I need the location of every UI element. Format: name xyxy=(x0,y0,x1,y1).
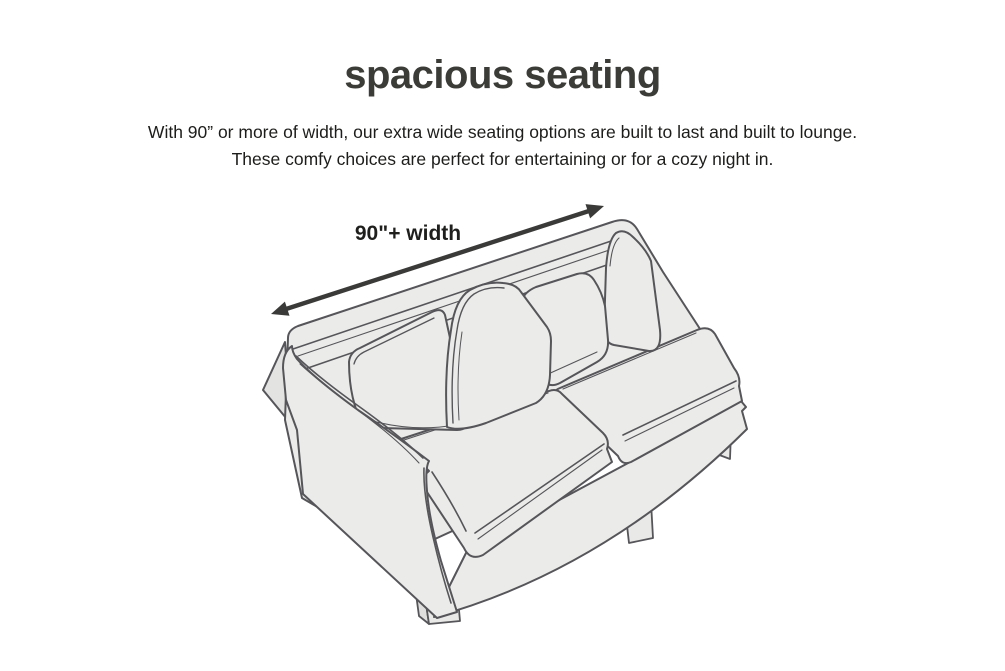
dimension-arrow-head-right xyxy=(586,204,605,218)
sofa-illustration xyxy=(263,220,747,624)
page-title: spacious seating xyxy=(344,53,661,97)
description-line-2: These comfy choices are perfect for entertaining or for a cozy night in. xyxy=(231,149,774,169)
dimension-arrow-head-left xyxy=(271,302,290,316)
dimension-label: 90"+ width xyxy=(354,222,462,245)
description-line-1: With 90” or more of width, our extra wide seating options are built to last and built to lounge. xyxy=(147,122,858,142)
